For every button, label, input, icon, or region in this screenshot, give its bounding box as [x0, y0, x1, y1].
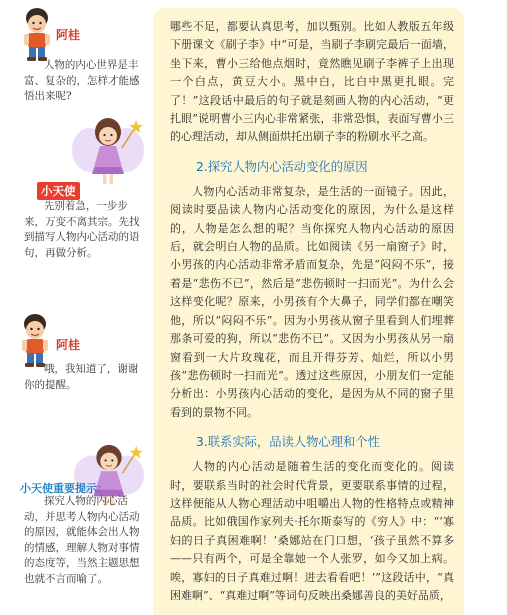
dialogue-agui-1 — [0, 0, 150, 110]
fairy-tip — [0, 440, 150, 615]
dialogue-fairy-1 — [0, 110, 150, 280]
dialogue-agui-2 — [0, 310, 150, 410]
section-heading-3: 3.联系实际，品读人物心理和个性 — [196, 435, 380, 450]
content-panel — [153, 8, 464, 615]
tip-text: 探究人物的内心活动，并思考人物内心活动的原因，就能体会出人物的情感，理解人物对事情的态度等，当然主题思想也就不言而喻了。 — [24, 495, 140, 585]
article-body — [170, 18, 454, 605]
paragraph-continuation: 哪些不足，都要认真思考，加以甄别。比如人教版五年级下册课文《刷子李》中“可是，当刷子李刷完最后一面墙，坐下来，曹小三给他点烟时，竟然瞧见刷子李裤子上出现一个白点，黄豆大小。黑中白，比白中黑更扎眼。完了！”这段话中最后的句子就是刻画人物的内心活动，“更扎眼”说明曹小三内心非常紧张，非常恐惧，表面写曹小三的心理活动，却从侧面烘托出刷子李的粉刷水平之高。 — [170, 20, 454, 144]
speaker-name: 阿桂 — [56, 28, 81, 42]
speech-text: 人物的内心世界是丰富、复杂的，怎样才能感悟出来呢? — [24, 59, 140, 102]
tip-label: 小天使重要提示： — [20, 482, 108, 495]
section-heading-2: 2.探究人物内心活动变化的原因 — [196, 159, 368, 174]
speech-text: 哦，我知道了，谢谢你的提醒。 — [24, 363, 139, 391]
fairy-character-icon — [68, 112, 148, 190]
paragraph: 人物内心活动非常复杂，是生活的一面镜子。因此，阅读时要品读人物内心活动变化的原因，为什么是这样的，人物是怎么想的呢？当你探究人物内心活动的原因后，就会明白人物的品质。比如阅读《另一扇窗子》时，小男孩的内心活动非常矛盾而复杂，先是“闷闷不乐”，接着是“悲伤不已”，然后是“悲伤顿时一扫而光”。为什么会这样变化呢？原来，小男孩有个大鼻子，同学们都在嘲笑他，所以“闷闷不乐”。因为小男孩从窗子里看到人们埋葬那条可爱的狗，所以“悲伤不已”。又因为小男孩从另一扇窗看到一大片玫瑰花，而且开得芬芳、灿烂，所以小男孩“悲伤顿时一扫而光”。透过这些原因，小朋友们一定能分析出：小男孩内心活动的变化，是因为从不同的窗子里看到的景物不同。 — [170, 184, 454, 419]
boy-character-icon — [17, 6, 57, 64]
speech-text: 先别着急，一步步来，万变不离其宗。先找到描写人物内心活动的语句，再做分析。 — [24, 200, 140, 259]
sidebar — [0, 0, 150, 615]
speaker-name: 阿桂 — [56, 338, 81, 352]
speaker-name: 小天使 — [37, 182, 80, 200]
paragraph: 人物的内心活动是随着生活的变化而变化的。阅读时，要联系当时的社会时代背景，更要联系事情的过程，这样便能从人物心理活动中咀嚼出人物的性格特点或精神品质。比如俄国作家列夫·托尔斯泰写的《穷人》中：“‘寡妇的日子真困难啊！’桑娜站在门口想，‘孩子虽然不算多——只有两个，可是全靠她一个人张罗，如今又加上病。唉，寡妇的日子真难过啊！进去看看吧！’”这段话中，“真困难啊”、“真难过啊”等词句反映出桑娜善良的美好品质， — [170, 460, 454, 602]
